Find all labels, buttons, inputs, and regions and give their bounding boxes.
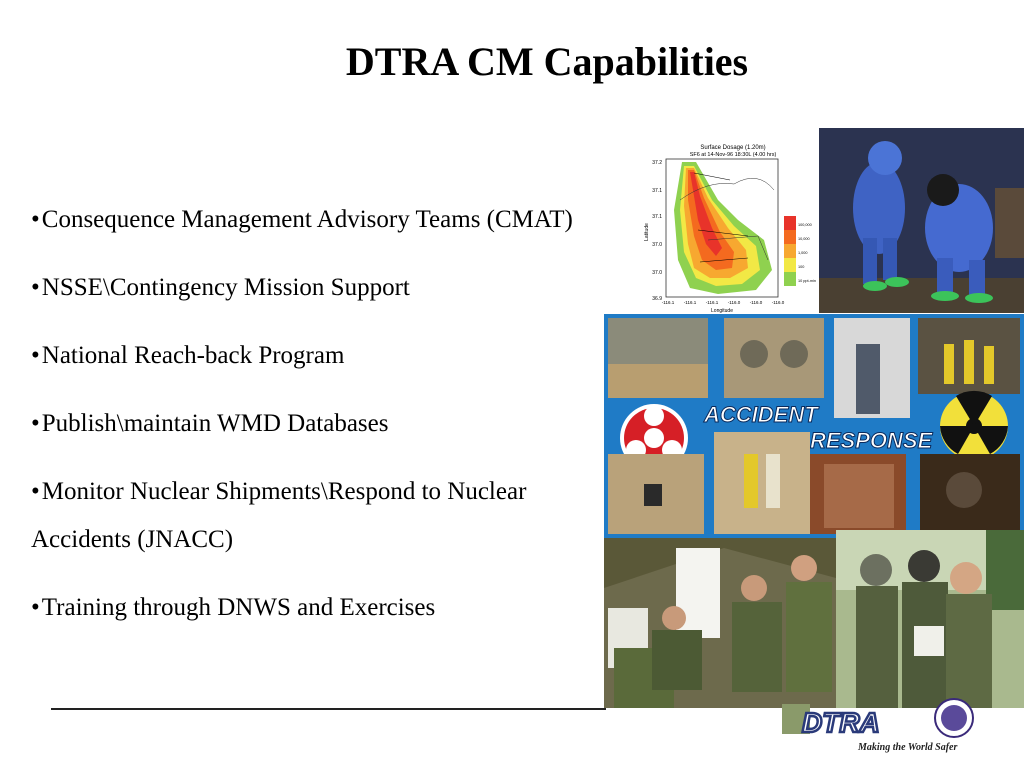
svg-text:37.1: 37.1 bbox=[652, 188, 662, 194]
svg-text:37.0: 37.0 bbox=[652, 270, 662, 276]
logo-tagline: Making the World Safer bbox=[858, 742, 958, 753]
bullet-item: •Training through DNWS and Exercises bbox=[31, 594, 436, 621]
svg-text:100: 100 bbox=[798, 265, 805, 269]
troops-gas-masks-photo bbox=[836, 530, 1024, 708]
plume-legend bbox=[784, 216, 816, 286]
plume-title: Surface Dosage (1.20m) bbox=[700, 145, 766, 151]
svg-text:-116.0: -116.0 bbox=[771, 300, 785, 305]
plume-subtitle: SF6 at 14-Nov-96 18:30L (4.00 hrs) bbox=[689, 152, 777, 158]
svg-text:1,000: 1,000 bbox=[798, 251, 808, 255]
bullet-item: •National Reach-back Program bbox=[31, 342, 345, 369]
svg-text:100,000: 100,000 bbox=[798, 223, 812, 227]
svg-text:-116.1: -116.1 bbox=[683, 300, 697, 305]
divider-line bbox=[51, 708, 606, 710]
svg-text:-116.1: -116.1 bbox=[705, 300, 719, 305]
plume-dosage-map bbox=[638, 140, 818, 316]
accident-word: ACCIDENT bbox=[704, 402, 818, 427]
svg-text:-116.0: -116.0 bbox=[749, 300, 763, 305]
svg-text:37.0: 37.0 bbox=[652, 242, 662, 248]
svg-text:10 ppt-min: 10 ppt-min bbox=[798, 279, 816, 283]
bullet-item: •Monitor Nuclear Shipments\Respond to Nuclear Accidents (JNACC) bbox=[31, 478, 527, 553]
svg-text:37.1: 37.1 bbox=[652, 214, 662, 220]
bullet-item: •NSSE\Contingency Mission Support bbox=[31, 274, 410, 301]
command-tent-photo bbox=[604, 538, 836, 708]
svg-text:Longitude: Longitude bbox=[711, 308, 733, 314]
bullet-item: •Publish\maintain WMD Databases bbox=[31, 410, 389, 437]
svg-text:10,000: 10,000 bbox=[798, 237, 810, 241]
hazmat-team-photo bbox=[819, 128, 1024, 313]
capabilities-list bbox=[31, 196, 611, 652]
slide-title: DTRA CM Capabilities bbox=[345, 39, 749, 84]
svg-text:37.2: 37.2 bbox=[652, 160, 662, 166]
svg-text:Latitude: Latitude bbox=[644, 223, 650, 241]
dtra-logo bbox=[782, 698, 976, 738]
bullet-item: •Consequence Management Advisory Teams (CMAT) bbox=[31, 206, 573, 233]
svg-text:-116.1: -116.1 bbox=[661, 300, 675, 305]
accident-response-collage bbox=[604, 314, 1024, 538]
dtra-logo-text: DTRA bbox=[802, 707, 880, 738]
svg-text:-116.0: -116.0 bbox=[727, 300, 741, 305]
svg-text:36.9: 36.9 bbox=[652, 296, 662, 302]
response-word: RESPONSE bbox=[810, 428, 933, 453]
